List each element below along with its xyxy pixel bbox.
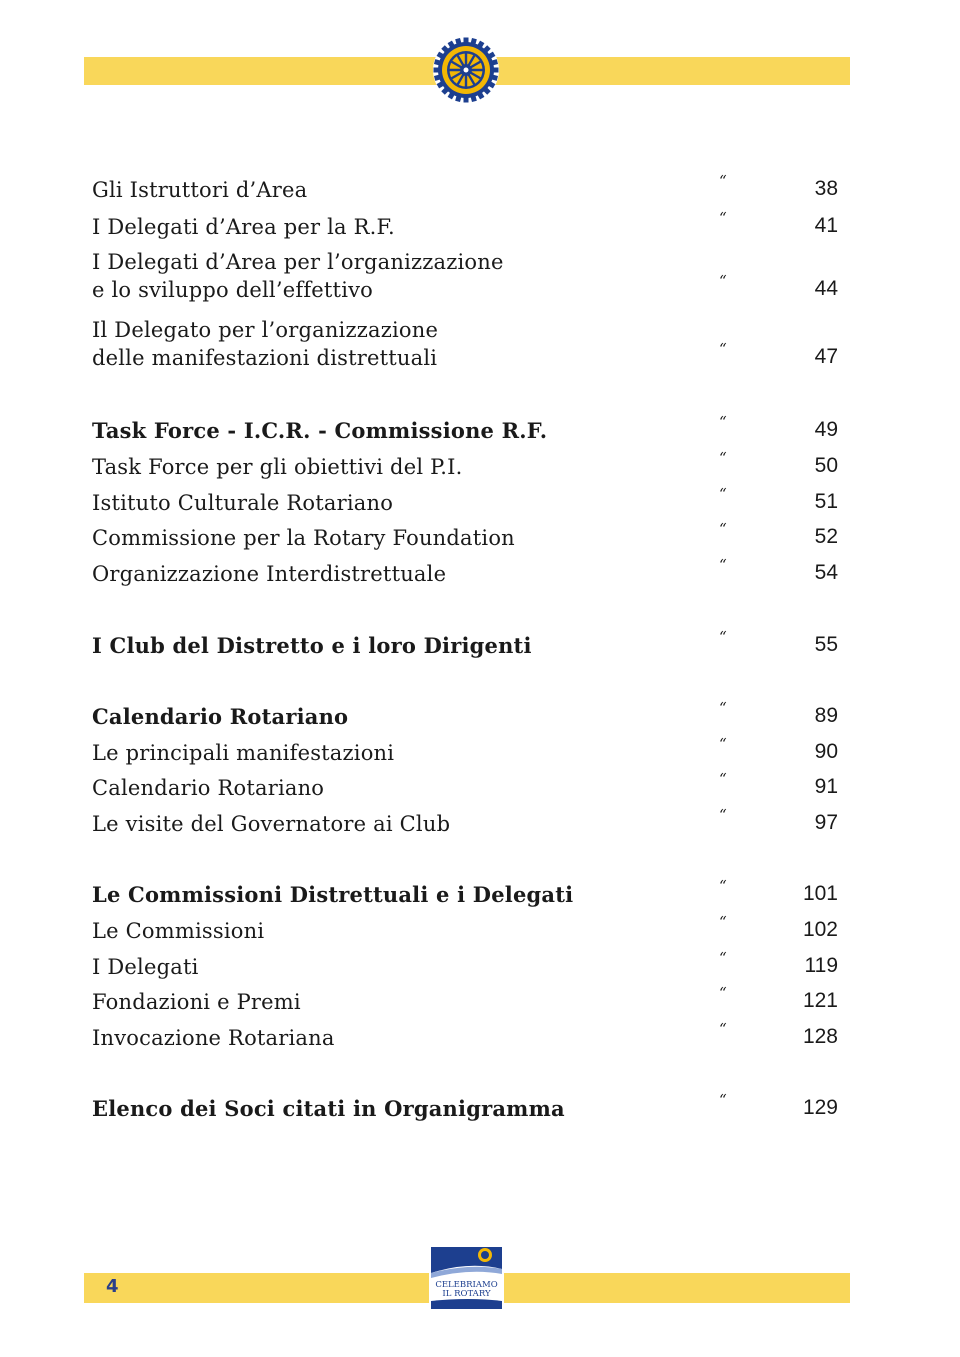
- toc-entry-ditto: “: [719, 699, 727, 717]
- toc-entry-title: I Delegati d’Area per la R.F.: [92, 215, 395, 239]
- toc-entry-page: 101: [802, 882, 838, 905]
- toc-entry-page: 38: [814, 177, 838, 200]
- toc-entry-ditto: “: [719, 520, 727, 538]
- toc-entry-title: Elenco dei Soci citati in Organigramma: [92, 1096, 565, 1121]
- toc-entry-ditto: “: [719, 413, 727, 431]
- toc-entry-title: Le principali manifestazioni: [92, 741, 395, 765]
- toc-entry-ditto: “: [719, 1020, 727, 1038]
- toc-entry-ditto: “: [719, 1091, 727, 1109]
- toc-entry-page: 129: [802, 1096, 838, 1119]
- toc-entry-ditto: “: [719, 949, 727, 967]
- toc-entry-title: delle manifestazioni distrettuali: [92, 346, 438, 370]
- toc-entry-ditto: “: [719, 628, 727, 646]
- toc-entry-ditto: “: [719, 209, 727, 227]
- toc-entry-title: Istituto Culturale Rotariano: [92, 491, 394, 515]
- toc-entry-ditto: “: [719, 735, 727, 753]
- toc-entry-title: Commissione per la Rotary Foundation: [92, 526, 515, 550]
- toc-entry-page: 41: [814, 214, 838, 237]
- toc-entry-ditto: “: [719, 449, 727, 467]
- toc-entry-page: 90: [814, 740, 838, 763]
- toc-entry-page: 44: [814, 277, 838, 300]
- toc-entry-ditto: “: [719, 340, 727, 358]
- toc-entry-page: 89: [814, 704, 838, 727]
- toc-entry-title: I Delegati d’Area per l’organizzazione: [92, 250, 504, 274]
- toc-entry-title: Task Force - I.C.R. - Commissione R.F.: [92, 418, 548, 443]
- toc-entry-page: 102: [802, 918, 838, 941]
- toc-entry-title: Fondazioni e Premi: [92, 990, 301, 1014]
- toc-entry-title: Invocazione Rotariana: [92, 1026, 335, 1050]
- toc-entry-ditto: “: [719, 172, 727, 190]
- celebriamo-il-rotary-badge: [429, 1243, 504, 1311]
- toc-entry-title: I Club del Distretto e i loro Dirigenti: [92, 633, 532, 658]
- toc-entry-page: 119: [804, 954, 838, 977]
- toc-entry-ditto: “: [719, 984, 727, 1002]
- badge-line2: IL ROTARY: [442, 1289, 491, 1299]
- toc-entry-page: 49: [814, 418, 838, 441]
- toc-entry-title: Il Delegato per l’organizzazione: [92, 318, 439, 342]
- toc-entry-title: Task Force per gli obiettivi del P.I.: [92, 455, 463, 479]
- toc-entry-page: 121: [802, 989, 838, 1012]
- toc-entry-ditto: “: [719, 770, 727, 788]
- toc-entry-title: Le Commissioni: [92, 919, 265, 943]
- toc-entry-title: I Delegati: [92, 955, 199, 979]
- toc-entry-title: Le visite del Governatore ai Club: [92, 812, 451, 836]
- toc-entry-page: 52: [814, 525, 838, 548]
- toc-entry-page: 97: [814, 811, 838, 834]
- toc-entry-title: Organizzazione Interdistrettuale: [92, 562, 447, 586]
- toc-entry-page: 50: [814, 454, 838, 477]
- page-number: 4: [106, 1276, 119, 1297]
- toc-entry-title: Le Commissioni Distrettuali e i Delegati: [92, 882, 574, 907]
- toc-entry-ditto: “: [719, 913, 727, 931]
- toc-entry-page: 91: [814, 775, 838, 798]
- toc-entry-ditto: “: [719, 556, 727, 574]
- toc-entry-title: Calendario Rotariano: [92, 704, 349, 729]
- badge-line1: CELEBRIAMO: [435, 1280, 498, 1290]
- toc-entry-title: Calendario Rotariano: [92, 776, 325, 800]
- toc-entry-ditto: “: [719, 806, 727, 824]
- toc-entry-ditto: “: [719, 877, 727, 895]
- toc-entry-page: 47: [814, 345, 838, 368]
- toc-entry-ditto: “: [719, 485, 727, 503]
- toc-entry-page: 54: [814, 561, 838, 584]
- toc-entry-page: 55: [814, 633, 838, 656]
- toc-entry-title: Gli Istruttori d’Area: [92, 178, 308, 202]
- toc-entry-page: 51: [814, 490, 838, 513]
- toc-entry-page: 128: [802, 1025, 838, 1048]
- toc-entry-ditto: “: [719, 272, 727, 290]
- toc-entry-title: e lo sviluppo dell’effettivo: [92, 278, 374, 302]
